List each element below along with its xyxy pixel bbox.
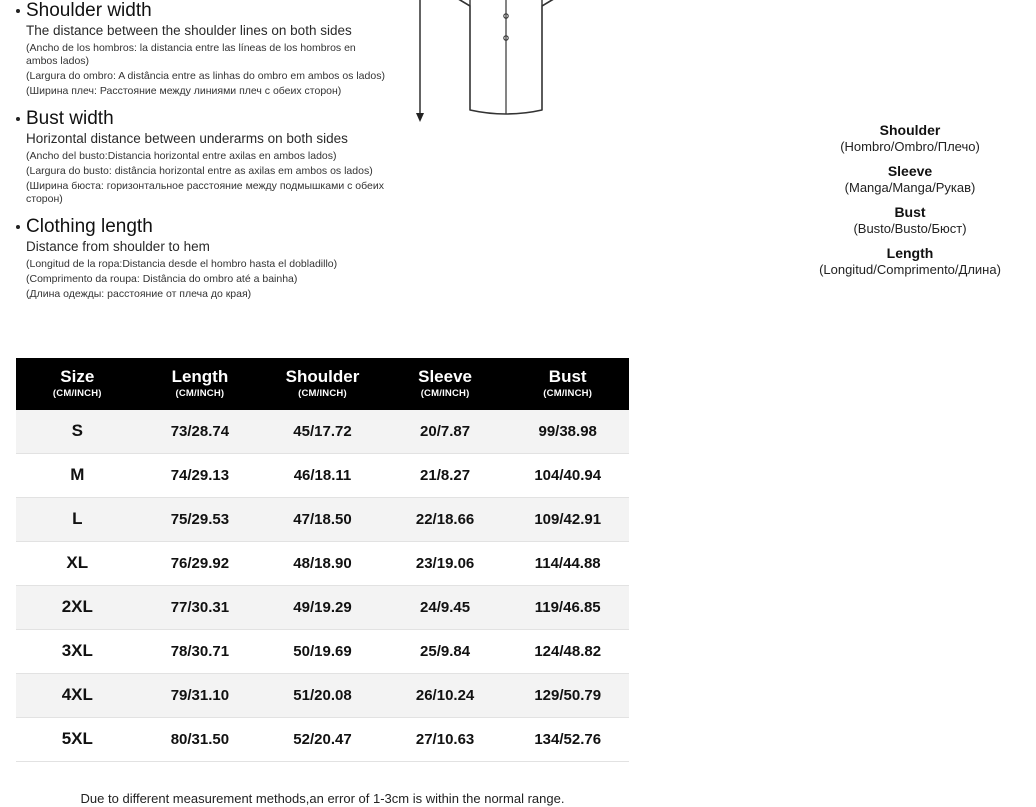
cell-length: 79/31.10 [139,674,262,718]
measurement-alt-ru: (Длина одежды: расстояние от плеча до края) [26,288,252,300]
measurement-alt-es: (Longitud de la ropa:Distancia desde el hombro hasta el dobladillo) [26,258,338,270]
legend-alt: (Hombro/Ombro/Плечо) [840,139,980,154]
measurement-subtitle: Distance from shoulder to hem [26,239,210,254]
legend-item-bust [784,204,1036,237]
measurement-alt-pt: (Largura do busto: distância horizontal entre as axilas em ambos os lados) [26,165,373,177]
table-row [16,674,629,718]
cell-shoulder: 50/19.69 [261,630,384,674]
measurement-block-shoulder-width [16,0,388,98]
cell-bust: 119/46.85 [506,586,629,630]
cell-bust: 129/50.79 [506,674,629,718]
cell-size: 5XL [16,718,139,762]
cell-shoulder: 47/18.50 [261,498,384,542]
legend-label: Sleeve [887,163,933,179]
column-header-label: Size [60,367,95,386]
table-row [16,498,629,542]
cell-bust: 134/52.76 [506,718,629,762]
cell-sleeve: 25/9.84 [384,630,507,674]
legend-label: Bust [894,204,926,220]
column-header-size [16,358,139,410]
cell-length: 75/29.53 [139,498,262,542]
measurement-alt-pt: (Largura do ombro: A distância entre as linhas do ombro em ambos os lados) [26,70,385,82]
cell-shoulder: 49/19.29 [261,586,384,630]
measurement-block-bust-width [16,108,388,206]
column-header-unit: (CM/INCH) [175,388,225,399]
column-header-length [139,358,262,410]
size-table [16,358,629,762]
cell-shoulder: 48/18.90 [261,542,384,586]
cell-size: L [16,498,139,542]
cell-bust: 104/40.94 [506,454,629,498]
column-header-unit: (CM/INCH) [543,388,593,399]
cell-sleeve: 21/8.27 [384,454,507,498]
cell-sleeve: 24/9.45 [384,586,507,630]
measurement-alt-ru: (Ширина плеч: Расстояние между линиями плеч с обеих сторон) [26,85,342,97]
measurement-title: Clothing length [16,216,388,238]
cell-shoulder: 51/20.08 [261,674,384,718]
cell-bust: 99/38.98 [506,410,629,454]
column-header-unit: (CM/INCH) [420,388,470,399]
cell-shoulder: 46/18.11 [261,454,384,498]
legend-alt: (Manga/Manga/Рукав) [844,180,976,195]
table-row [16,542,629,586]
cell-sleeve: 20/7.87 [384,410,507,454]
table-body [16,410,629,762]
legend-alt: (Longitud/Comprimento/Длина) [819,262,1001,277]
cell-bust: 114/44.88 [506,542,629,586]
cell-sleeve: 22/18.66 [384,498,507,542]
cell-bust: 109/42.91 [506,498,629,542]
cell-size: 4XL [16,674,139,718]
cell-sleeve: 26/10.24 [384,674,507,718]
table-row [16,718,629,762]
cell-length: 73/28.74 [139,410,262,454]
shirt-illustration [402,0,632,138]
column-header-bust [506,358,629,410]
garment-diagram [392,0,1001,330]
measurement-title: Bust width [16,108,388,130]
column-header-shoulder [261,358,384,410]
measurement-alt-pt: (Comprimento da roupa: Distância do ombro até a bainha) [26,273,298,285]
legend-label: Length [886,245,934,261]
column-header-unit: (CM/INCH) [52,388,102,399]
legend-item-shoulder [784,122,1036,155]
column-header-label: Length [171,367,229,386]
cell-size: 2XL [16,586,139,630]
cell-length: 78/30.71 [139,630,262,674]
measurement-title: Shoulder width [16,0,388,22]
cell-length: 76/29.92 [139,542,262,586]
legend-item-length [784,245,1036,278]
column-header-label: Sleeve [418,367,473,386]
legend-item-sleeve [784,163,1036,196]
cell-length: 80/31.50 [139,718,262,762]
cell-length: 77/30.31 [139,586,262,630]
column-header-label: Bust [548,367,587,386]
cell-size: S [16,410,139,454]
table-row [16,410,629,454]
cell-sleeve: 23/19.06 [384,542,507,586]
column-header-unit: (CM/INCH) [298,388,347,399]
legend-label: Shoulder [879,122,941,138]
cell-shoulder: 45/17.72 [261,410,384,454]
measurement-guide [16,0,388,311]
size-chart [16,358,629,762]
table-row [16,586,629,630]
table-header [16,358,629,410]
measurement-subtitle: Horizontal distance between underarms on both sides [26,131,348,146]
legend-alt: (Busto/Busto/Бюст) [853,221,967,236]
cell-bust: 124/48.82 [506,630,629,674]
measurement-subtitle: The distance between the shoulder lines on both sides [26,23,352,38]
cell-shoulder: 52/20.47 [261,718,384,762]
cell-sleeve: 27/10.63 [384,718,507,762]
cell-length: 74/29.13 [139,454,262,498]
diagram-legend [784,122,1036,286]
measurement-alt-es: (Ancho del busto:Distancia horizontal entre axilas en ambos lados) [26,150,337,162]
column-header-sleeve [384,358,507,410]
measurement-alt-ru: (Ширина бюста: горизонтальное расстояние между подмышками с обеих сторон) [26,180,384,205]
table-header-row [16,358,629,410]
table-row [16,630,629,674]
measurement-footnote: Due to different measurement methods,an error of 1-3cm is within the normal range. [80,791,565,806]
measurement-block-clothing-length [16,216,388,301]
cell-size: M [16,454,139,498]
cell-size: 3XL [16,630,139,674]
cell-size: XL [16,542,139,586]
column-header-label: Shoulder [285,367,360,386]
measurement-alt-es: (Ancho de los hombros: la distancia entre las líneas de los hombros en ambos lados) [26,42,356,67]
table-row [16,454,629,498]
